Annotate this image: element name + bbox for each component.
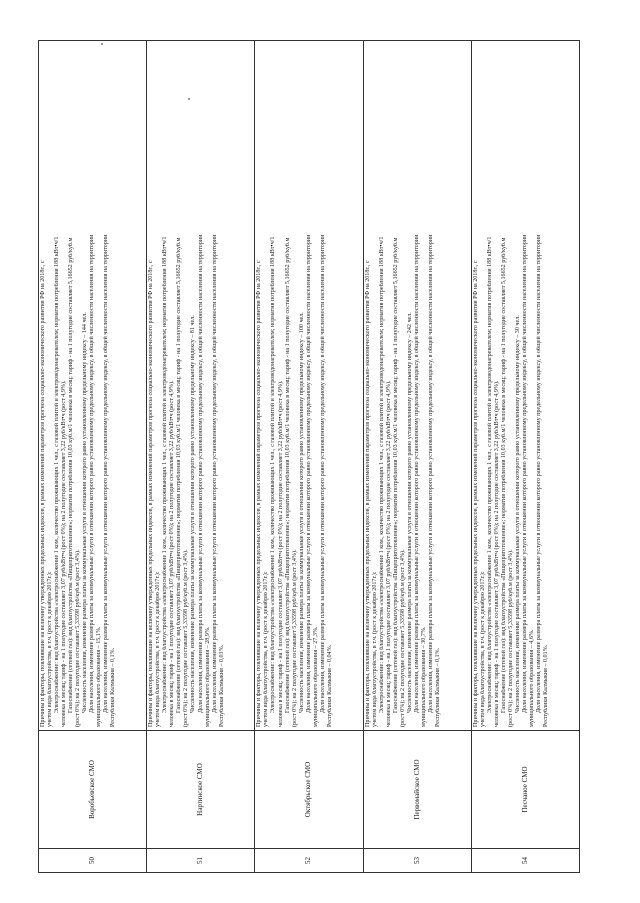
description-line: Газоснабжение (сетевой газ): вид благоустройства «Пищеприготовление»; норматив потребления 10,03 куб.м/1 человека в месяц; тариф - на 1 полугодие составляет 5,16652 руб/куб.м xyxy=(284,237,291,713)
description-line: учетом вида благоустройства, в т.ч. (рост к декабрю 2017г.): xyxy=(47,571,54,727)
municipality-name: Нартинское СМО xyxy=(147,731,255,849)
description-line: Республики Калмыкия – 0,04%. xyxy=(326,644,333,727)
municipality-name: Первомайское СМО xyxy=(363,731,471,849)
description-line: учетом вида благоустройства, в т.ч. (рост к декабрю 2017г.): xyxy=(155,571,162,727)
description-line: Причины и факторы, повлиявшие на величину утвержденных предельных индексов, в рамках изменений параметров прогноза социально-экономического развития РФ на 2018г., с xyxy=(472,260,479,727)
description-line: Республики Калмыкия – 0,1%. xyxy=(110,647,117,727)
description-line: муниципального образования – 30,7%. xyxy=(420,626,427,727)
description-line: Доля населения, изменение размера платы за коммунальные услуги в отношении которого равно установленному предельному индексу, в общей численности населения на территории xyxy=(427,234,434,713)
description-line: Электроснабжение: вид благоустройства «электроснабжение 1 ком., количество проживающих 1 чел., с газовой плитой и электроводонагревателем; норматив потребления 188 кВт•ч/1 xyxy=(162,236,169,713)
description-line: Республики Калмыкия – 0,03%. xyxy=(218,644,225,727)
description-line: Численность населения, изменение размера платы за коммунальные услуги в отношении которого равно установленному предельному индексу – 81 чел. xyxy=(190,315,197,713)
row-number: 50 xyxy=(39,849,147,873)
description-line: Причины и факторы, повлиявшие на величину утвержденных предельных индексов, в рамках изменений параметров прогноза социально-экономического развития РФ на 2018г., с xyxy=(40,260,46,727)
description-line: Газоснабжение (сетевой газ): вид благоустройства «Пищеприготовление»; норматив потребления 10,03 куб.м/1 человека в месяц; тариф - на 1 полугодие составляет 5,16652 руб/куб.м xyxy=(500,237,507,713)
description-cell xyxy=(255,41,363,731)
description-line: Причины и факторы, повлиявшие на величину утвержденных предельных индексов, в рамках изменений параметров прогноза социально-экономического развития РФ на 2018г., с xyxy=(256,260,263,727)
description-line: Доля населения, изменение размера платы за коммунальные услуги в отношении которого равно установленному предельному индексу, в общей численности населения на территории xyxy=(197,234,204,713)
row-number: 52 xyxy=(255,849,363,873)
table-row xyxy=(255,41,363,873)
description-line: муниципального образования – 28,9%. xyxy=(204,626,211,727)
description-line: муниципального образования – 27,3%. xyxy=(312,626,319,727)
description-line: Электроснабжение: вид благоустройства «электроснабжение 1 ком., количество проживающих 1 чел., с газовой плитой и электроводонагревателем; норматив потребления 188 кВт•ч/1 xyxy=(270,236,277,713)
description-line: Доля населения, изменение размера платы за коммунальные услуги в отношении которого равно установленному предельному индексу, в общей численности населения на территории xyxy=(305,234,312,713)
row-number: 53 xyxy=(363,849,471,873)
description-cell xyxy=(363,41,471,731)
description-line: Доля населения, изменение размера платы за коммунальные услуги в отношении которого равно установленному предельному индексу, в общей численности населения на территории xyxy=(89,234,96,713)
description-line: (рост 0%); на 2 полугодие составляет 5,33598 руб/куб.м (рост 3,4%). xyxy=(507,549,514,727)
rotated-page xyxy=(38,41,580,873)
row-number: 54 xyxy=(471,849,579,873)
description-line: учетом вида благоустройства, в т.ч. (рост к декабрю 2017г.): xyxy=(263,571,270,727)
description-line: человека в месяц; тариф - на 1 полугодие составляет 3,07 руб/кВт•ч (рост 0%); на 2 полугодие составляет 3,22 руб/кВт•ч (рост 4,9%). xyxy=(277,380,284,727)
table-row xyxy=(147,41,255,873)
description-line: Доля населения, изменение размера платы за коммунальные услуги в отношении которого равно установленному предельному индексу, в общей численности населения на территории xyxy=(413,234,420,713)
row-number: 51 xyxy=(147,849,255,873)
description-line: Газоснабжение (сетевой газ): вид благоустройства «Пищеприготовление»; норматив потребления 10,03 куб.м/1 человека в месяц; тариф - на 1 полугодие составляет 5,16652 руб/куб.м xyxy=(176,237,183,713)
description-line: Доля населения, изменение размера платы за коммунальные услуги в отношении которого равно установленному предельному индексу, в общей численности населения на территории xyxy=(103,234,110,713)
table-row xyxy=(363,41,471,873)
description-line: Численность населения, изменение размера платы за коммунальные услуги в отношении которого равно установленному предельному индексу – 144 чел. xyxy=(82,312,89,713)
description-line: человека в месяц; тариф - на 1 полугодие составляет 3,07 руб/кВт•ч (рост 0%); на 2 полугодие составляет 3,22 руб/кВт•ч (рост 4,9%). xyxy=(61,380,68,727)
description-line: человека в месяц; тариф - на 1 полугодие составляет 3,07 руб/кВт•ч (рост 0%); на 2 полугодие составляет 3,22 руб/кВт•ч (рост 4,9%). xyxy=(169,380,176,727)
description-line: Причины и факторы, повлиявшие на величину утвержденных предельных индексов, в рамках изменений параметров прогноза социально-экономического развития РФ на 2018г., с xyxy=(364,260,371,727)
description-line: Республики Калмыкия – 0,01%. xyxy=(543,644,550,727)
description-line: Газоснабжение (сетевой газ): вид благоустройства «Пищеприготовление»; норматив потребления 10,03 куб.м/1 человека в месяц; тариф - на 1 полугодие составляет 5,16652 руб/куб.м xyxy=(68,237,75,713)
description-line: Доля населения, изменение размера платы за коммунальные услуги в отношении которого равно установленному предельному индексу, в общей численности населения на территории xyxy=(522,234,529,713)
description-cell xyxy=(39,41,147,731)
description-line: человека в месяц; тариф - на 1 полугодие составляет 3,07 руб/кВт•ч (рост 0%); на 2 полугодие составляет 3,22 руб/кВт•ч (рост 4,9%). xyxy=(493,380,500,727)
description-line: Газоснабжение (сетевой газ): вид благоустройства «Пищеприготовление»; норматив потребления 10,03 куб.м/1 человека в месяц; тариф - на 1 полугодие составляет 5,16652 руб/куб.м xyxy=(392,237,399,713)
description-line: Электроснабжение: вид благоустройства «электроснабжение 1 ком., количество проживающих 1 чел., с газовой плитой и электроводонагревателем; норматив потребления 188 кВт•ч/1 xyxy=(378,236,385,713)
description-line: (рост 0%); на 2 полугодие составляет 5,33598 руб/куб.м (рост 3,4%). xyxy=(291,549,298,727)
municipality-name: Октябрьское СМО xyxy=(255,731,363,849)
description-line: Доля населения, изменение размера платы за коммунальные услуги в отношении которого равно установленному предельному индексу, в общей численности населения на территории xyxy=(319,234,326,713)
description-line: человека в месяц; тариф - на 1 полугодие составляет 3,07 руб/кВт•ч (рост 0%); на 2 полугодие составляет 3,22 руб/кВт•ч (рост 4,9%). xyxy=(385,380,392,727)
description-line: учетом вида благоустройства, в т.ч. (рост к декабрю 2017г.): xyxy=(479,571,486,727)
description-line: Численность населения, изменение размера платы за коммунальные услуги в отношении которого равно установленному предельному индексу – 100 чел. xyxy=(298,312,305,713)
description-line: Причины и факторы, повлиявшие на величину утвержденных предельных индексов, в рамках изменений параметров прогноза социально-экономического развития РФ на 2018г., с xyxy=(148,260,155,727)
description-line: Электроснабжение: вид благоустройства «электроснабжение 1 ком., количество проживающих 1 чел., с газовой плитой и электроводонагревателем; норматив потребления 188 кВт•ч/1 xyxy=(54,236,61,713)
indices-table xyxy=(38,40,580,873)
description-line: Электроснабжение: вид благоустройства «электроснабжение 1 ком., количество проживающих 1 чел., с газовой плитой и электроводонагревателем; норматив потребления 188 кВт•ч/1 xyxy=(486,236,493,713)
description-line: (рост 0%); на 2 полугодие составляет 5,33598 руб/куб.м (рост 3,4%). xyxy=(399,549,406,727)
description-cell xyxy=(471,41,579,731)
description-line: Доля населения, изменение размера платы за коммунальные услуги в отношении которого равно установленному предельному индексу, в общей численности населения на территории xyxy=(211,234,218,713)
table-row xyxy=(39,41,147,873)
description-line: муниципального образования – 4,6%. xyxy=(529,629,536,727)
description-line: Доля населения, изменение размера платы за коммунальные услуги в отношении которого равно установленному предельному индексу, в общей численности населения на территории xyxy=(536,234,543,713)
municipality-name: Воробьевское СМО xyxy=(39,731,147,849)
description-line: (рост 0%); на 2 полугодие составляет 5,33598 руб/куб.м (рост 3,4%). xyxy=(75,549,82,727)
description-line: муниципального образования – 15,1%. xyxy=(96,626,103,727)
table-row xyxy=(471,41,579,873)
description-line: Численность населения, изменение размера платы за коммунальные услуги в отношении которого равно установленному предельному индексу – 242 чел. xyxy=(406,312,413,713)
description-line: учетом вида благоустройства, в т.ч. (рост к декабрю 2017г.): xyxy=(371,571,378,727)
description-line: Республики Калмыкия – 0,1%. xyxy=(435,647,442,727)
description-cell xyxy=(147,41,255,731)
description-line: (рост 0%); на 2 полугодие составляет 5,33598 руб/куб.м (рост 3,4%). xyxy=(183,549,190,727)
description-line: Численность населения, изменение размера платы за коммунальные услуги в отношении которого равно установленному предельному индексу – 30 чел. xyxy=(515,315,522,713)
municipality-name: Песчаное СМО xyxy=(471,731,579,849)
